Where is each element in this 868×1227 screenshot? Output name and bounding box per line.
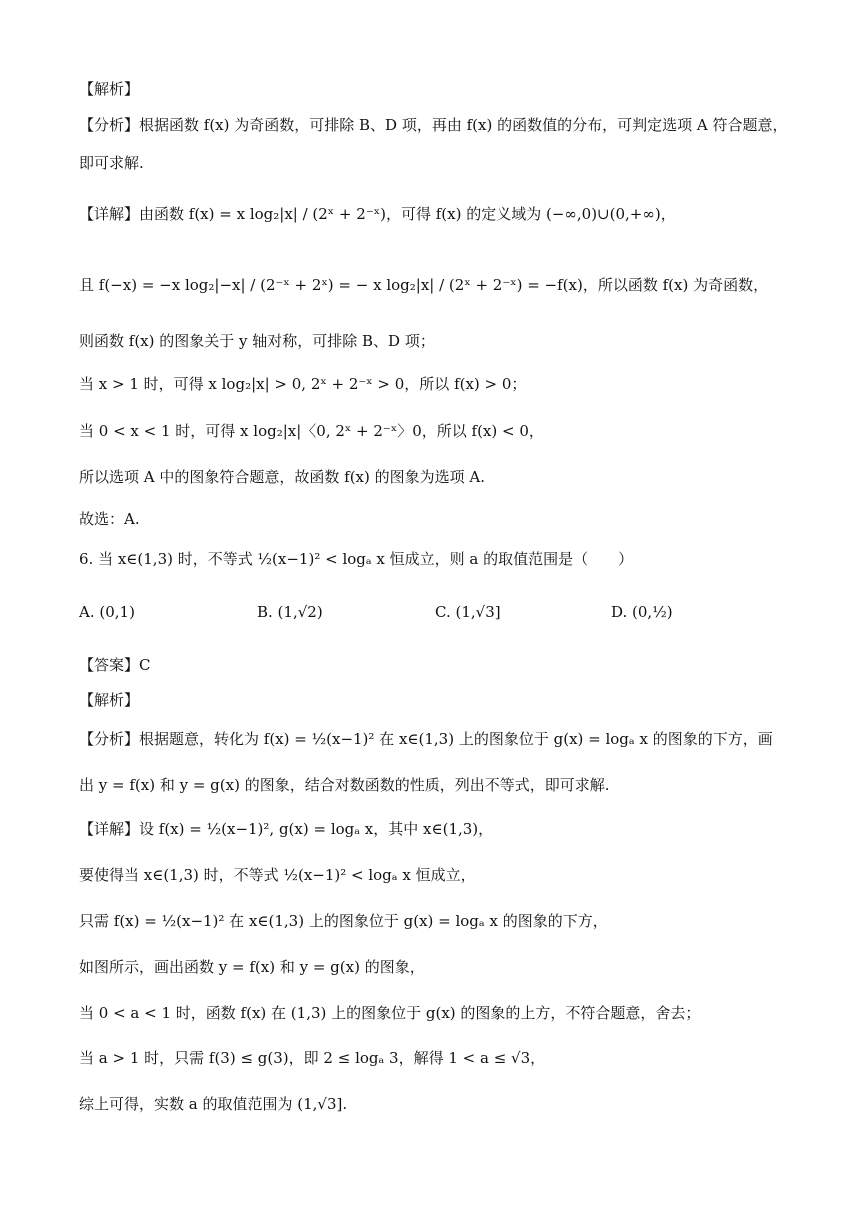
text-line: 当 0 < x < 1 时，可得 x log₂|x|〈0, 2ˣ + 2⁻ˣ〉0，所以 f(x) < 0， [79, 422, 544, 440]
text-line: 则函数 f(x) 的图象关于 y 轴对称，可排除 B、D 项； [79, 332, 435, 350]
text-line: 【解析】 [79, 691, 140, 709]
text-line: 当 0 < a < 1 时，函数 f(x) 在 (1,3) 上的图象位于 g(x) 的图象的上方，不符合题意，舍去； [79, 1004, 701, 1022]
text-line: 【分析】根据函数 f(x) 为奇函数，可排除 B、D 项，再由 f(x) 的函数值的分布，可判定选项 A 符合题意， [79, 116, 788, 134]
text-line: 即可求解. [79, 154, 144, 172]
text-line: 所以选项 A 中的图象符合题意，故函数 f(x) 的图象为选项 A. [79, 468, 485, 486]
text-line: 【详解】由函数 f(x) = x log₂|x| / (2ˣ + 2⁻ˣ)，可得 f(x) 的定义域为 (−∞,0)∪(0,+∞)， [79, 205, 676, 223]
text-line: 且 f(−x) = −x log₂|−x| / (2⁻ˣ + 2ˣ) = − x log₂|x| / (2ˣ + 2⁻ˣ) = −f(x)，所以函数 f(x) 为奇函数， [79, 276, 769, 294]
text-line: 【解析】 [79, 80, 140, 98]
text-line: 出 y = f(x) 和 y = g(x) 的图象，结合对数函数的性质，列出不等式，即可求解. [79, 776, 610, 794]
text-line: 如图所示，画出函数 y = f(x) 和 y = g(x) 的图象， [79, 958, 425, 976]
text-line: 【详解】设 f(x) = ½(x−1)², g(x) = logₐ x，其中 x∈(1,3)， [79, 820, 494, 838]
text-line: 当 a > 1 时，只需 f(3) ≤ g(3)，即 2 ≤ logₐ 3，解得 1 < a ≤ √3， [79, 1049, 546, 1067]
text-line: 要使得当 x∈(1,3) 时，不等式 ½(x−1)² < logₐ x 恒成立， [79, 866, 476, 884]
answer-option: A. (0,1) [79, 603, 135, 621]
text-line: 6. 当 x∈(1,3) 时，不等式 ½(x−1)² < logₐ x 恒成立，则 a 的取值范围是（ ） [79, 550, 634, 568]
answer-option: D. (0,½) [611, 603, 673, 621]
answer-option: B. (1,√2) [257, 603, 323, 621]
text-line: 【答案】C [79, 656, 151, 674]
text-line: 当 x > 1 时，可得 x log₂|x| > 0, 2ˣ + 2⁻ˣ > 0，所以 f(x) > 0； [79, 375, 527, 393]
text-line: 综上可得，实数 a 的取值范围为 (1,√3]. [79, 1095, 348, 1113]
text-line: 【分析】根据题意，转化为 f(x) = ½(x−1)² 在 x∈(1,3) 上的图象位于 g(x) = logₐ x 的图象的下方，画 [79, 730, 773, 748]
answer-option: C. (1,√3] [435, 603, 501, 621]
text-line: 故选：A. [79, 510, 140, 528]
text-line: 只需 f(x) = ½(x−1)² 在 x∈(1,3) 上的图象位于 g(x) = logₐ x 的图象的下方， [79, 912, 608, 930]
